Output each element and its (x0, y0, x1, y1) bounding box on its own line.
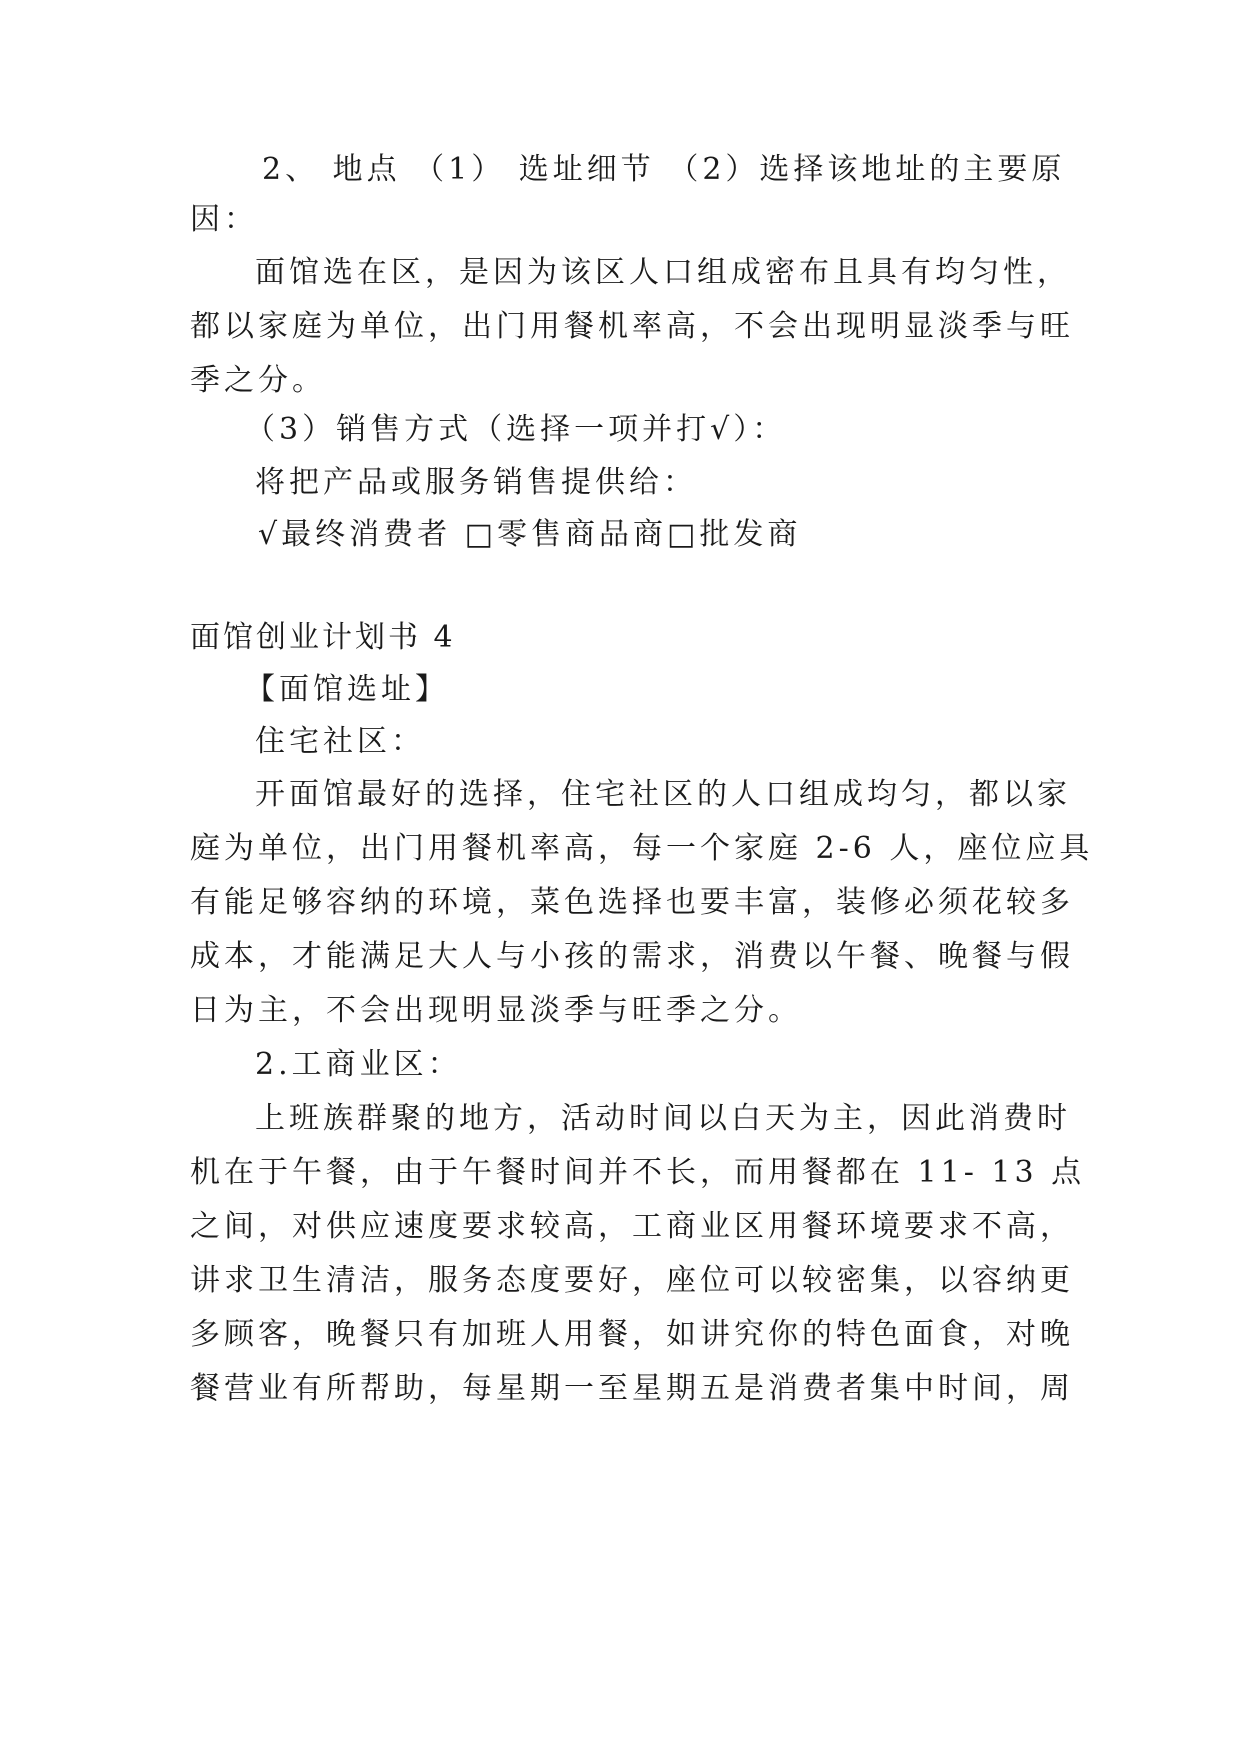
location-heading-continued: 因： (190, 202, 258, 237)
section-title: 面馆创业计划书 4 (190, 620, 456, 655)
location-heading: 2、 地点 （1） 选址细节 （2）选择该地址的主要原 (262, 152, 1066, 187)
reason-paragraph-line-1: 面馆选在区，是因为该区人口组成密布且具有均匀性， (255, 255, 1071, 290)
commercial-line-5: 多顾客，晚餐只有加班人用餐，如讲究你的特色面食，对晚 (190, 1317, 1074, 1352)
commercial-line-1: 上班族群聚的地方，活动时间以白天为主，因此消费时 (255, 1101, 1071, 1136)
residential-line-2: 庭为单位，出门用餐机率高，每一个家庭 2-6 人，座位应具 (190, 831, 1094, 866)
commercial-line-6: 餐营业有所帮助，每星期一至星期五是消费者集中时间，周 (190, 1371, 1074, 1406)
section-subheading: 【面馆选址】 (245, 672, 449, 707)
reason-paragraph-line-2: 都以家庭为单位，出门用餐机率高，不会出现明显淡季与旺 (190, 309, 1074, 344)
sales-options: √最终消费者 □零售商品商□批发商 (258, 517, 802, 552)
commercial-line-2: 机在于午餐，由于午餐时间并不长，而用餐都在 11- 13 点 (190, 1155, 1086, 1190)
commercial-label: 2.工商业区： (255, 1047, 462, 1082)
sales-recipient-label: 将把产品或服务销售提供给： (255, 465, 697, 500)
residential-line-3: 有能足够容纳的环境，菜色选择也要丰富，装修必须花较多 (190, 885, 1074, 920)
residential-label: 住宅社区： (255, 724, 425, 759)
commercial-line-3: 之间，对供应速度要求较高，工商业区用餐环境要求不高， (190, 1209, 1074, 1244)
commercial-line-4: 讲求卫生清洁，服务态度要好，座位可以较密集，以容纳更 (190, 1263, 1074, 1298)
residential-line-4: 成本，才能满足大人与小孩的需求，消费以午餐、晚餐与假 (190, 939, 1074, 974)
sales-method-label: （3）销售方式（选择一项并打√）： (245, 412, 787, 447)
reason-paragraph-line-3: 季之分。 (190, 363, 326, 398)
residential-line-1: 开面馆最好的选择，住宅社区的人口组成均匀，都以家 (255, 777, 1071, 812)
residential-line-5: 日为主，不会出现明显淡季与旺季之分。 (190, 993, 802, 1028)
